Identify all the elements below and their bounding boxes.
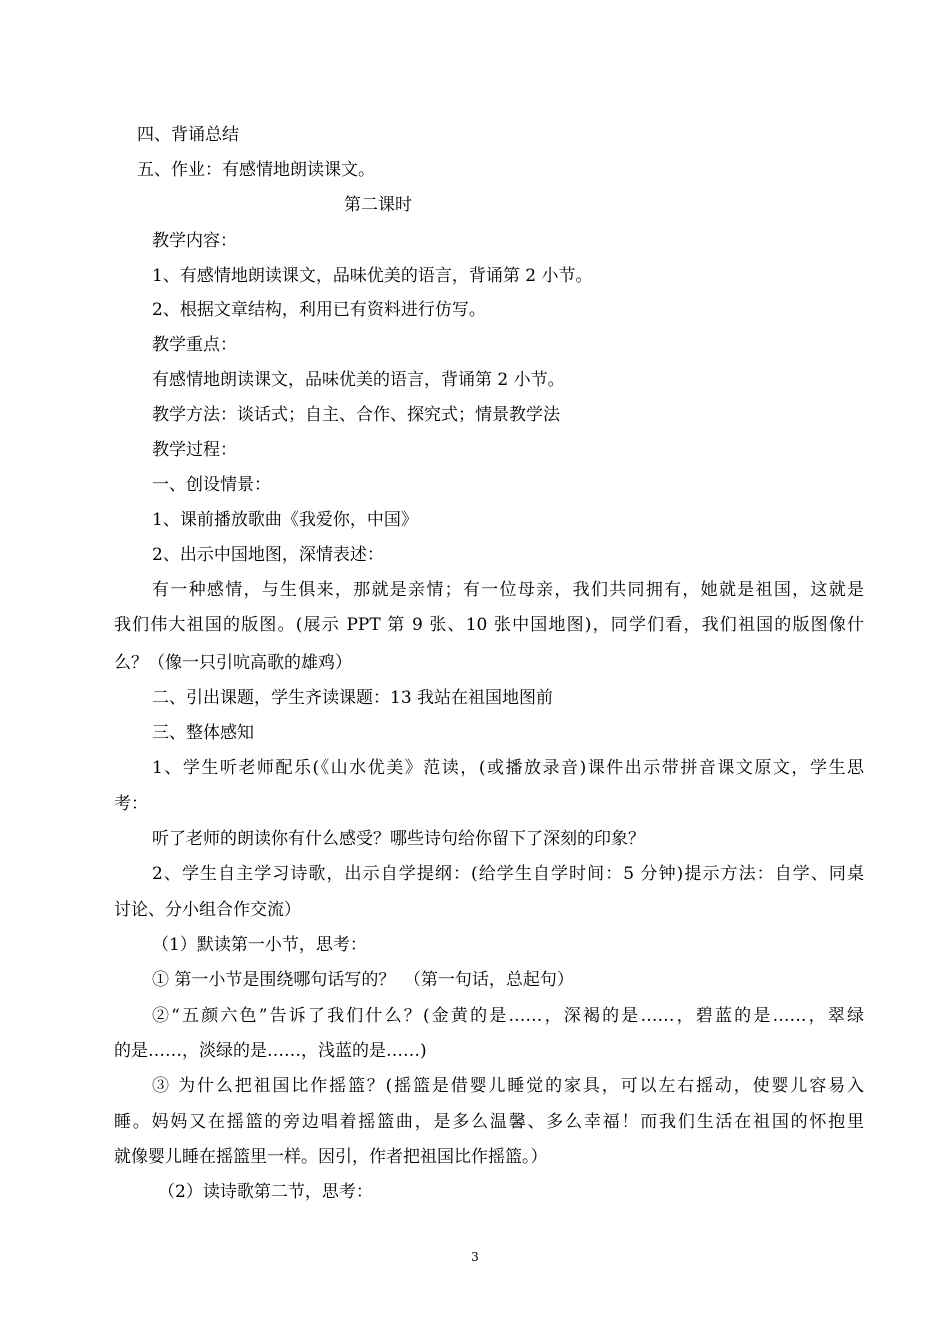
- text-line: 1、课前播放歌曲《我爱你，中国》: [152, 510, 418, 530]
- text-line: ① 第一小节是围绕哪句话写的？ （第一句话，总起句）: [152, 970, 574, 990]
- text-line: 2、根据文章结构，利用已有资料进行仿写。: [152, 300, 486, 320]
- text-line: 1、学生听老师配乐(《山水优美》范读，(或播放录音)课件出示带拼音课文原文，学生思: [152, 758, 864, 778]
- text-line: 三、整体感知: [152, 723, 254, 743]
- text-line: 听了老师的朗读你有什么感受？哪些诗句给你留下了深刻的印象？: [152, 829, 645, 849]
- text-line: 有感情地朗读课文，品味优美的语言，背诵第 2 小节。: [152, 370, 565, 390]
- text-line: 么？（像一只引吭高歌的雄鸡）: [114, 653, 352, 673]
- text-line: 2、出示中国地图，深情表述：: [152, 545, 384, 565]
- text-line: 有一种感情，与生俱来，那就是亲情；有一位母亲，我们共同拥有，她就是祖国，这就是: [152, 580, 864, 600]
- text-line: 四、背诵总结: [137, 125, 239, 145]
- section-heading: 第二课时: [344, 195, 412, 215]
- text-line: 教学过程：: [152, 440, 237, 460]
- text-line: 2、学生自主学习诗歌，出示自学提纲：(给学生自学时间：5 分钟)提示方法：自学、同桌: [152, 864, 864, 884]
- text-line: （2）读诗歌第二节，思考：: [158, 1182, 373, 1202]
- text-line: 教学重点：: [152, 335, 237, 355]
- text-line: 考：: [114, 794, 148, 814]
- text-line: 教学方法：谈话式；自主、合作、探究式；情景教学法: [152, 405, 560, 425]
- text-line: 1、有感情地朗读课文，品味优美的语言，背诵第 2 小节。: [152, 266, 593, 286]
- text-line: 一、创设情景：: [152, 475, 271, 495]
- text-line: 二、引出课题，学生齐读课题：13 我站在祖国地图前: [152, 688, 554, 708]
- text-line: ③ 为什么把祖国比作摇篮？(摇篮是借婴儿睡觉的家具，可以左右摇动，使婴儿容易入: [152, 1076, 864, 1096]
- text-line: 讨论、分小组合作交流）: [114, 900, 301, 920]
- text-line: 的是……，淡绿的是……，浅蓝的是……): [114, 1041, 427, 1061]
- text-line: ②“五颜六色”告诉了我们什么？(金黄的是……，深褐的是……，碧蓝的是……，翠绿: [152, 1006, 864, 1026]
- page-number: 3: [471, 1250, 479, 1264]
- text-line: 睡。妈妈又在摇篮的旁边唱着摇篮曲，是多么温馨、多么幸福！而我们生活在祖国的怀抱里: [114, 1112, 864, 1132]
- text-line: 教学内容：: [152, 231, 237, 251]
- text-line: 我们伟大祖国的版图。(展示 PPT 第 9 张、10 张中国地图)，同学们看，我们祖国的版图像什: [114, 615, 864, 635]
- text-line: （1）默读第一小节，思考：: [152, 935, 367, 955]
- text-line: 就像婴儿睡在摇篮里一样。因引，作者把祖国比作摇篮。）: [114, 1147, 548, 1167]
- text-line: 五、作业：有感情地朗读课文。: [137, 160, 375, 180]
